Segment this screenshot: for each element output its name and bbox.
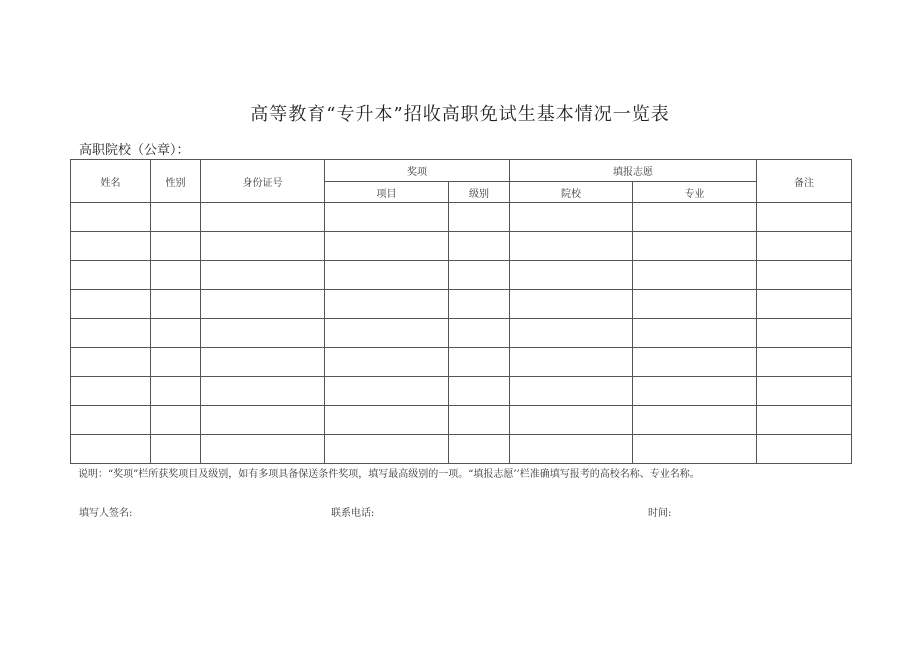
header-id-number: 身份证号 [201, 160, 325, 203]
cell-gender [151, 261, 201, 290]
cell-award-level [449, 319, 510, 348]
cell-volunteer-school [510, 348, 633, 377]
table-row [71, 203, 852, 232]
table-row [71, 406, 852, 435]
cell-volunteer-school [510, 319, 633, 348]
cell-award-level [449, 348, 510, 377]
cell-volunteer-major [633, 435, 757, 464]
cell-gender [151, 377, 201, 406]
cell-award-project [325, 232, 449, 261]
cell-award-project [325, 406, 449, 435]
cell-award-project [325, 435, 449, 464]
cell-volunteer-major [633, 261, 757, 290]
cell-remarks [757, 435, 852, 464]
cell-name [71, 203, 151, 232]
cell-remarks [757, 377, 852, 406]
cell-name [71, 377, 151, 406]
cell-award-level [449, 261, 510, 290]
table-body [71, 203, 852, 464]
cell-id-number [201, 435, 325, 464]
cell-award-level [449, 232, 510, 261]
cell-gender [151, 435, 201, 464]
cell-id-number [201, 290, 325, 319]
applicant-table [70, 159, 852, 464]
table-row [71, 435, 852, 464]
cell-name [71, 290, 151, 319]
cell-gender [151, 203, 201, 232]
table-row [71, 261, 852, 290]
signer-label: 填写人签名: [79, 508, 133, 519]
header-volunteer-school: 院校 [510, 182, 633, 203]
cell-gender [151, 290, 201, 319]
cell-volunteer-school [510, 406, 633, 435]
cell-name [71, 319, 151, 348]
cell-volunteer-major [633, 290, 757, 319]
cell-id-number [201, 348, 325, 377]
cell-award-level [449, 406, 510, 435]
cell-id-number [201, 203, 325, 232]
cell-volunteer-major [633, 319, 757, 348]
cell-award-project [325, 377, 449, 406]
cell-remarks [757, 232, 852, 261]
header-awards-project: 项目 [325, 182, 449, 203]
cell-name [71, 261, 151, 290]
cell-volunteer-major [633, 406, 757, 435]
header-remarks: 备注 [757, 160, 852, 203]
cell-id-number [201, 319, 325, 348]
table-row [71, 290, 852, 319]
cell-volunteer-school [510, 290, 633, 319]
cell-id-number [201, 377, 325, 406]
cell-id-number [201, 261, 325, 290]
cell-volunteer-major [633, 348, 757, 377]
cell-award-project [325, 348, 449, 377]
cell-volunteer-school [510, 232, 633, 261]
cell-volunteer-school [510, 435, 633, 464]
cell-award-project [325, 261, 449, 290]
cell-remarks [757, 406, 852, 435]
cell-award-level [449, 203, 510, 232]
cell-volunteer-major [633, 232, 757, 261]
cell-id-number [201, 232, 325, 261]
cell-gender [151, 348, 201, 377]
cell-volunteer-school [510, 377, 633, 406]
phone-label: 联系电话: [331, 508, 375, 519]
cell-name [71, 348, 151, 377]
cell-remarks [757, 261, 852, 290]
table-row [71, 319, 852, 348]
cell-award-level [449, 290, 510, 319]
school-seal-label: 高职院校（公章）： [79, 143, 190, 158]
cell-award-project [325, 290, 449, 319]
cell-volunteer-major [633, 203, 757, 232]
cell-award-project [325, 319, 449, 348]
cell-gender [151, 406, 201, 435]
header-awards-level: 级别 [449, 182, 510, 203]
header-awards: 奖项 [325, 160, 510, 182]
cell-volunteer-school [510, 261, 633, 290]
header-name: 姓名 [71, 160, 151, 203]
header-volunteer: 填报志愿 [510, 160, 757, 182]
time-label: 时间: [648, 508, 672, 519]
cell-name [71, 435, 151, 464]
document-title: 高等教育“专升本”招收高职免试生基本情况一览表 [250, 104, 670, 125]
cell-remarks [757, 203, 852, 232]
cell-remarks [757, 290, 852, 319]
cell-name [71, 406, 151, 435]
cell-remarks [757, 348, 852, 377]
cell-remarks [757, 319, 852, 348]
header-gender: 性别 [151, 160, 201, 203]
cell-id-number [201, 406, 325, 435]
cell-volunteer-major [633, 377, 757, 406]
cell-volunteer-school [510, 203, 633, 232]
table-row [71, 232, 852, 261]
table-row [71, 377, 852, 406]
cell-gender [151, 319, 201, 348]
cell-gender [151, 232, 201, 261]
instructions-note: 说明：“奖项”栏所获奖项目及级别，如有多项具备保送条件奖项，填写最高级别的一项。“填报志愿’’栏准确填写报考的高校名称、专业名称。 [78, 469, 700, 480]
cell-award-project [325, 203, 449, 232]
header-row-1 [71, 160, 852, 182]
cell-name [71, 232, 151, 261]
table-row [71, 348, 852, 377]
cell-award-level [449, 377, 510, 406]
header-volunteer-major: 专业 [633, 182, 757, 203]
cell-award-level [449, 435, 510, 464]
